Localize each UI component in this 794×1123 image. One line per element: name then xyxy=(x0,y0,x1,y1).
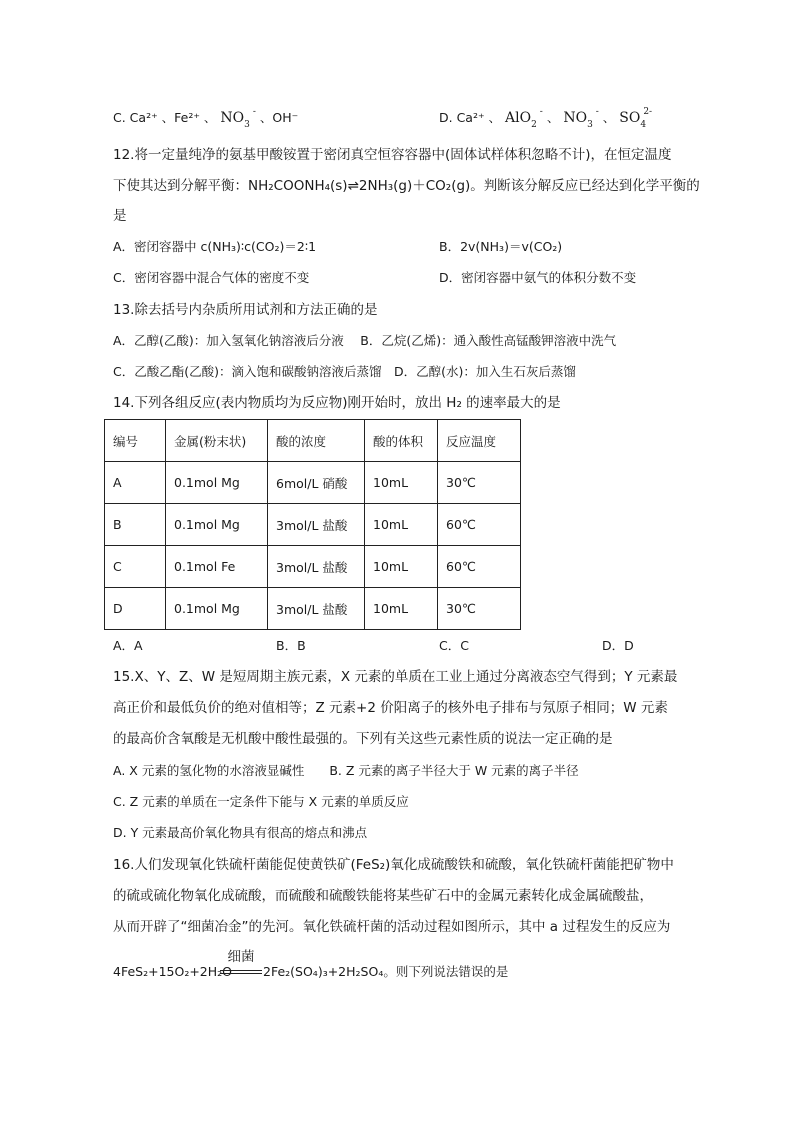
q11-option-d-sep2: 、 xyxy=(602,110,616,125)
q11-option-d-sulfate: $SO_4$ 2- xyxy=(619,107,653,130)
q11-option-d-label: D. Ca²⁺ 、 xyxy=(439,110,502,125)
table-cell: 3mol/L 盐酸 xyxy=(268,504,365,546)
table-cell: 60℃ xyxy=(438,504,521,546)
q13-options-ab: A．乙醇(乙酸)：加入氢氧化钠溶液后分液 B．乙烷(乙烯)：通入酸性高锰酸钾溶液中洗气 xyxy=(113,333,617,348)
table-header-cell: 反应温度 xyxy=(438,420,521,462)
table-header-cell: 酸的体积 xyxy=(365,420,438,462)
q16-stem-line2: 的硫或硫化物氧化成硫酸，而硫酸和硫酸铁能将某些矿石中的金属元素转化成金属硫酸盐， xyxy=(113,888,653,904)
q16-reaction-arrow xyxy=(220,948,262,974)
q12-option-a: A．密闭容器中 c(NH₃)∶c(CO₂)＝2∶1 xyxy=(113,239,317,254)
q11-option-d-aluminate: AlO$_2$ - xyxy=(505,107,543,130)
table-row xyxy=(105,462,521,504)
q14-option-b: B．B xyxy=(276,638,306,653)
table-cell: 30℃ xyxy=(438,462,521,504)
q12-stem-line3: 是 xyxy=(113,208,127,224)
equals-sign-line xyxy=(220,970,262,971)
q15-option-c: C. Z 元素的单质在一定条件下能与 X 元素的单质反应 xyxy=(113,794,409,809)
table-cell: 10mL xyxy=(365,546,438,588)
table-cell: 60℃ xyxy=(438,546,521,588)
q14-option-c: C．C xyxy=(439,638,469,653)
table-header-cell: 金属(粉末状) xyxy=(166,420,268,462)
q14-stem: 14.下列各组反应(表内物质均为反应物)刚开始时，放出 H₂ 的速率最大的是 xyxy=(113,395,561,411)
q12-option-d: D．密闭容器中氨气的体积分数不变 xyxy=(439,270,637,285)
table-cell: 0.1mol Mg xyxy=(166,504,268,546)
table-row xyxy=(105,504,521,546)
q16-reaction-condition: 细菌 xyxy=(227,949,255,965)
q16-stem-line3: 从而开辟了“细菌冶金”的先河。氧化铁硫杆菌的活动过程如图所示，其中 a 过程发生的反应为 xyxy=(113,919,671,935)
table-cell: 0.1mol Mg xyxy=(166,588,268,630)
q11-option-c-tail: 、OH⁻ xyxy=(259,110,299,125)
q13-stem: 13.除去括号内杂质所用试剂和方法正确的是 xyxy=(113,302,378,318)
table-cell: 10mL xyxy=(365,504,438,546)
q11-option-d-nitrate: $NO_3$ - xyxy=(563,107,599,130)
q12-option-c: C．密闭容器中混合气体的密度不变 xyxy=(113,270,310,285)
q11-option-c-label: C. Ca²⁺ 、Fe²⁺ 、 xyxy=(113,110,217,125)
q16-stem-line1: 16.人们发现氧化铁硫杆菌能促使黄铁矿(FeS₂)氧化成硫酸铁和硫酸，氧化铁硫杆菌能把矿物中 xyxy=(113,857,674,873)
q15-option-d: D. Y 元素最高价氧化物具有很高的熔点和沸点 xyxy=(113,825,368,840)
q15-stem-line1: 15.X、Y、Z、W 是短周期主族元素，X 元素的单质在工业上通过分离液态空气得到；Y 元素最 xyxy=(113,669,678,685)
table-cell: 3mol/L 盐酸 xyxy=(268,588,365,630)
q11-option-c xyxy=(113,108,298,130)
table-cell: 6mol/L 硝酸 xyxy=(268,462,365,504)
q15-stem-line2: 高正价和最低负价的绝对值相等；Z 元素+2 价阳离子的核外电子排布与氖原子相同；W 元素 xyxy=(113,700,668,716)
table-cell: 3mol/L 盐酸 xyxy=(268,546,365,588)
q15-stem-line3: 的最高价含氧酸是无机酸中酸性最强的。下列有关这些元素性质的说法一定正确的是 xyxy=(113,731,613,747)
table-header-cell: 酸的浓度 xyxy=(268,420,365,462)
table-cell: C xyxy=(105,546,166,588)
q16-equation-lhs: 4FeS₂+15O₂+2H₂O xyxy=(113,964,233,979)
table-cell: 10mL xyxy=(365,588,438,630)
q13-options-cd: C．乙酸乙酯(乙酸)：滴入饱和碳酸钠溶液后蒸馏 D．乙醇(水)：加入生石灰后蒸馏 xyxy=(113,364,576,379)
table-header-row xyxy=(105,420,521,462)
q14-table xyxy=(104,419,521,630)
q12-option-b: B．2v(NH₃)＝v(CO₂) xyxy=(439,239,563,254)
q12-stem-line2: 下使其达到分解平衡：NH₂COONH₄(s)⇌2NH₃(g)＋CO₂(g)。判断该分解反应已经达到化学平衡的 xyxy=(113,178,700,194)
table-cell: 0.1mol Mg xyxy=(166,462,268,504)
q11-option-d xyxy=(439,107,653,130)
table-row xyxy=(105,546,521,588)
q11-option-c-nitrate: $NO_3$ - xyxy=(220,107,256,130)
table-cell: A xyxy=(105,462,166,504)
q12-stem-line1: 12.将一定量纯净的氨基甲酸铵置于密闭真空恒容容器中(固体试样体积忽略不计)，在恒定温度 xyxy=(113,147,672,163)
q11-option-d-sep1: 、 xyxy=(546,110,560,125)
q14-option-a: A．A xyxy=(113,638,143,653)
q14-option-d: D．D xyxy=(602,638,634,653)
table-header-cell: 编号 xyxy=(105,420,166,462)
table-cell: 10mL xyxy=(365,462,438,504)
table-row xyxy=(105,588,521,630)
table-cell: B xyxy=(105,504,166,546)
q16-equation-rhs: 2Fe₂(SO₄)₃+2H₂SO₄。则下列说法错误的是 xyxy=(263,964,509,979)
table-cell: D xyxy=(105,588,166,630)
equals-sign-line xyxy=(220,973,262,974)
table-cell: 0.1mol Fe xyxy=(166,546,268,588)
table-cell: 30℃ xyxy=(438,588,521,630)
q15-options-ab: A. X 元素的氢化物的水溶液显碱性 B. Z 元素的离子半径大于 W 元素的离子半径 xyxy=(113,763,579,778)
